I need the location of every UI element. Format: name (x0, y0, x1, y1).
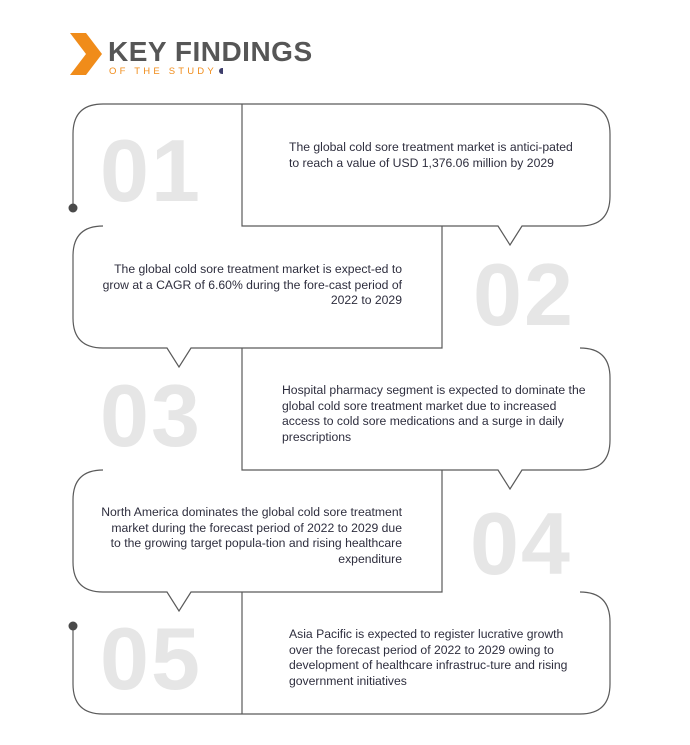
finding-text-1: The global cold sore treatment market is antici-pated to reach a value of USD 1,376.06 million by 2029 (289, 140, 573, 170)
finding-number-5: 05 (100, 609, 202, 708)
finding-number-3: 03 (100, 366, 202, 465)
finding-text-5: Asia Pacific is expected to register lucrative growth over the forecast period of 2022 to 2029 owing to development of healthcare infrastruc-ture and rising government initiatives (289, 627, 568, 688)
page-subtitle-text: OF THE STUDY (109, 66, 217, 77)
finding-number-4: 04 (470, 494, 572, 593)
finding-text-2: The global cold sore treatment market is expect-ed to grow at a CAGR of 6.60% during the fore-cast period of 2022 to 2029 (102, 262, 402, 307)
finding-number-1: 01 (100, 121, 202, 220)
finding-number-2: 02 (473, 245, 575, 344)
finding-text-4: North America dominates the global cold sore treatment market during the forecast period of 2022 to 2029 due to the growing target popula-tion and rising healthcare expenditure (101, 505, 402, 566)
finding-text-3: Hospital pharmacy segment is expected to dominate the global cold sore treatment market due to increased access to cold sore medications and a surge in daily prescriptions (282, 383, 586, 444)
page-title: KEY FINDINGS (108, 36, 313, 67)
start-dot (69, 204, 78, 213)
end-dot (69, 622, 78, 631)
